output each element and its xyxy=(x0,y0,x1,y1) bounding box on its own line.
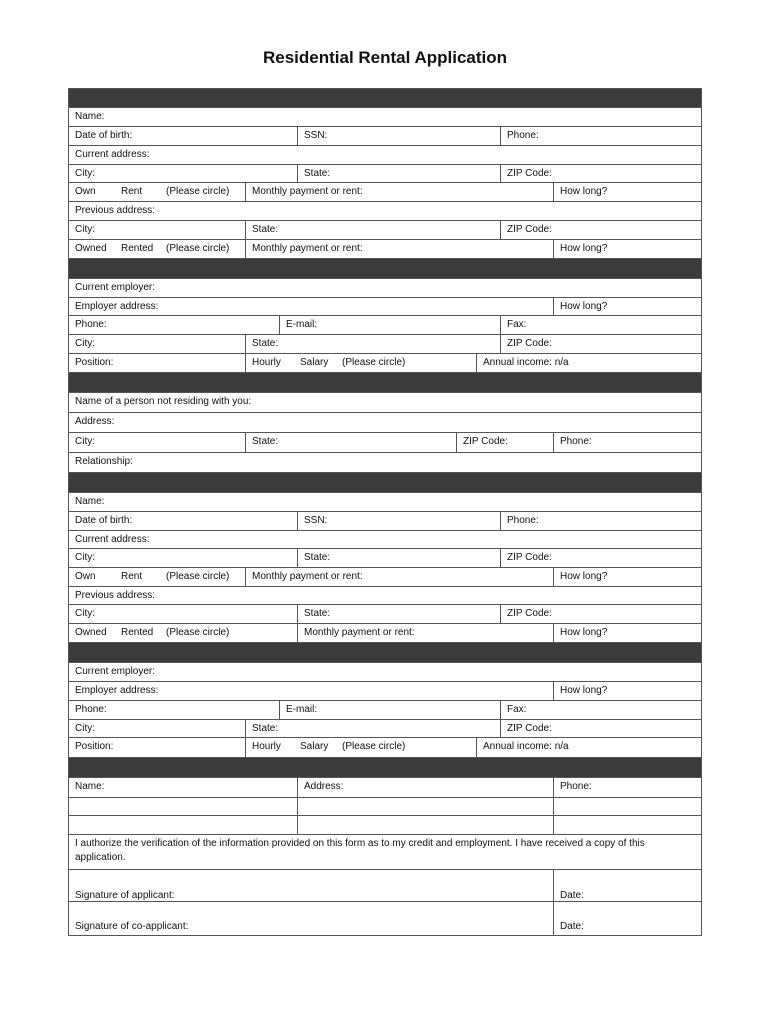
employer-zip-field[interactable]: ZIP Code: xyxy=(500,335,552,353)
co-applicant-own-rent-choice[interactable] xyxy=(69,568,245,586)
please-circle-note: (Please circle) xyxy=(166,627,230,638)
applicant-prev-city-field[interactable]: City: xyxy=(75,224,95,235)
employer-phone-field[interactable]: Phone: xyxy=(75,319,107,330)
current-employer-field[interactable]: Current employer: xyxy=(75,282,156,293)
hourly-option[interactable]: Hourly xyxy=(252,741,281,752)
applicant-prev-zip-field[interactable]: ZIP Code: xyxy=(500,221,552,239)
co-employer-fax-field[interactable]: Fax: xyxy=(500,701,526,719)
contact-relationship-row xyxy=(68,453,702,473)
employer-row xyxy=(68,279,702,298)
co-annual-income-field[interactable]: Annual income: n/a xyxy=(476,738,569,757)
applicant-prev-how-long-field[interactable]: How long? xyxy=(553,240,607,258)
co-applicant-prev-city-field[interactable]: City: xyxy=(75,608,95,619)
section-header-employment xyxy=(68,259,702,279)
applicant-state-field[interactable]: State: xyxy=(297,165,330,182)
applicant-previous-address-row xyxy=(68,202,702,221)
co-applicant-previous-address-row xyxy=(68,587,702,605)
reference-phone-column: Phone: xyxy=(553,778,592,797)
co-applicant-city-row xyxy=(68,549,702,568)
section-header-references xyxy=(68,758,702,778)
signature-co-applicant-date-field[interactable]: Date: xyxy=(553,902,584,935)
signature-co-applicant-row xyxy=(68,902,702,936)
employer-city-field[interactable]: City: xyxy=(75,338,95,349)
hourly-option[interactable]: Hourly xyxy=(252,357,281,368)
please-circle-note: (Please circle) xyxy=(342,357,406,368)
signature-co-applicant-field[interactable]: Signature of co-applicant: xyxy=(75,921,189,932)
reference-address-column: Address: xyxy=(297,778,343,797)
owned-option[interactable]: Owned xyxy=(75,243,107,254)
co-employer-phone-field[interactable]: Phone: xyxy=(75,704,107,715)
applicant-housing-row xyxy=(68,183,702,202)
employer-how-long-field[interactable]: How long? xyxy=(553,298,607,315)
employer-email-field[interactable]: E-mail: xyxy=(279,316,317,334)
applicant-prev-monthly-field[interactable]: Monthly payment or rent: xyxy=(245,240,363,258)
position-row xyxy=(68,354,702,373)
co-applicant-ssn-field[interactable]: SSN: xyxy=(297,512,327,530)
please-circle-note: (Please circle) xyxy=(166,243,230,254)
co-applicant-prev-how-long-field[interactable]: How long? xyxy=(553,624,607,642)
applicant-dob-field[interactable]: Date of birth: xyxy=(75,130,133,141)
section-header-co-employment xyxy=(68,643,702,663)
applicant-city-row xyxy=(68,165,702,183)
rental-application-form xyxy=(68,88,702,936)
co-applicant-zip-field[interactable]: ZIP Code: xyxy=(500,549,552,567)
co-applicant-previous-address-field[interactable]: Previous address: xyxy=(75,590,156,601)
applicant-owned-rented-choice[interactable] xyxy=(69,240,245,258)
contact-city-field[interactable]: City: xyxy=(75,436,95,447)
contact-name-row xyxy=(68,393,702,413)
employer-phone-row xyxy=(68,316,702,335)
applicant-city-field[interactable]: City: xyxy=(75,168,95,179)
applicant-own-rent-choice[interactable] xyxy=(69,183,245,201)
co-employer-row xyxy=(68,663,702,682)
salary-option[interactable]: Salary xyxy=(300,357,329,368)
reference-phone-input[interactable] xyxy=(553,798,703,815)
reference-row xyxy=(68,798,702,816)
co-applicant-state-field[interactable]: State: xyxy=(297,549,330,567)
co-applicant-phone-field[interactable]: Phone: xyxy=(500,512,539,530)
co-applicant-dob-field[interactable]: Date of birth: xyxy=(75,515,133,526)
co-applicant-name-field[interactable]: Name: xyxy=(75,496,105,507)
authorization-row xyxy=(68,835,702,870)
contact-phone-field[interactable]: Phone: xyxy=(553,433,592,452)
co-applicant-prev-housing-row xyxy=(68,624,702,643)
co-applicant-owned-rented-choice[interactable] xyxy=(69,624,245,642)
co-employer-city-field[interactable]: City: xyxy=(75,723,95,734)
contact-zip-field[interactable]: ZIP Code: xyxy=(456,433,508,452)
reference-address-input[interactable] xyxy=(297,816,553,834)
own-option[interactable]: Own xyxy=(75,571,96,582)
contact-relationship-field[interactable]: Relationship: xyxy=(75,456,133,467)
section-header-contact xyxy=(68,373,702,393)
employer-state-field[interactable]: State: xyxy=(245,335,278,353)
contact-name-field[interactable]: Name of a person not residing with you: xyxy=(75,396,252,407)
applicant-prev-city-row xyxy=(68,221,702,240)
applicant-prev-housing-row xyxy=(68,240,702,259)
pay-type-choice[interactable] xyxy=(245,354,476,372)
section-header-applicant xyxy=(68,88,702,108)
co-employer-city-row xyxy=(68,720,702,738)
co-employer-address-field[interactable]: Employer address: xyxy=(75,685,159,696)
co-applicant-name-row xyxy=(68,493,702,512)
co-applicant-dob-row xyxy=(68,512,702,531)
co-current-employer-field[interactable]: Current employer: xyxy=(75,666,156,677)
reference-address-input[interactable] xyxy=(297,798,553,815)
co-employer-address-row xyxy=(68,682,702,701)
co-applicant-monthly-field[interactable]: Monthly payment or rent: xyxy=(245,568,363,586)
rent-option[interactable]: Rent xyxy=(121,571,143,582)
form-title: Residential Rental Application xyxy=(262,48,508,67)
contact-address-row xyxy=(68,413,702,433)
co-applicant-prev-state-field[interactable]: State: xyxy=(297,605,330,623)
co-position-row xyxy=(68,738,702,758)
applicant-current-address-field[interactable]: Current address: xyxy=(75,149,150,160)
co-applicant-prev-monthly-field[interactable]: Monthly payment or rent: xyxy=(297,624,415,642)
co-applicant-current-address-row xyxy=(68,531,702,549)
contact-city-row xyxy=(68,433,702,453)
applicant-how-long-field[interactable]: How long? xyxy=(553,183,607,201)
co-applicant-city-field[interactable]: City: xyxy=(75,552,95,563)
applicant-ssn-field[interactable]: SSN: xyxy=(297,127,327,145)
own-option[interactable]: Own xyxy=(75,186,96,197)
salary-option[interactable]: Salary xyxy=(300,741,329,752)
reference-phone-input[interactable] xyxy=(553,816,703,834)
applicant-zip-field[interactable]: ZIP Code: xyxy=(500,165,552,182)
co-applicant-prev-city-row xyxy=(68,605,702,624)
contact-state-field[interactable]: State: xyxy=(245,433,278,452)
co-employer-phone-row xyxy=(68,701,702,720)
co-employer-email-field[interactable]: E-mail: xyxy=(279,701,317,719)
reference-name-column: Name: xyxy=(75,781,105,792)
co-applicant-current-address-field[interactable]: Current address: xyxy=(75,534,150,545)
signature-applicant-date-field[interactable]: Date: xyxy=(553,870,584,901)
applicant-name-row[interactable] xyxy=(68,108,702,127)
section-header-co-applicant xyxy=(68,473,702,493)
applicant-previous-address-field[interactable]: Previous address: xyxy=(75,205,156,216)
authorization-statement: I authorize the verification of the information provided on this form as to my credit and employment. I have received a copy of this application. xyxy=(75,838,645,863)
owned-option[interactable]: Owned xyxy=(75,627,107,638)
employer-address-field[interactable]: Employer address: xyxy=(75,301,159,312)
co-position-field[interactable]: Position: xyxy=(75,741,114,752)
references-header-row xyxy=(68,778,702,798)
applicant-dob-row xyxy=(68,127,702,146)
applicant-name-label: Name: xyxy=(75,111,105,122)
contact-address-field[interactable]: Address: xyxy=(75,416,115,427)
reference-row xyxy=(68,816,702,835)
signature-applicant-field[interactable]: Signature of applicant: xyxy=(75,890,175,901)
co-pay-type-choice[interactable] xyxy=(245,738,476,757)
rented-option[interactable]: Rented xyxy=(121,243,154,254)
applicant-current-address-row xyxy=(68,146,702,165)
co-employer-how-long-field[interactable]: How long? xyxy=(553,682,607,700)
applicant-prev-state-field[interactable]: State: xyxy=(245,221,278,239)
please-circle-note: (Please circle) xyxy=(166,571,230,582)
co-applicant-prev-zip-field[interactable]: ZIP Code: xyxy=(500,605,552,623)
co-employer-zip-field[interactable]: ZIP Code: xyxy=(500,720,552,737)
please-circle-note: (Please circle) xyxy=(166,186,230,197)
applicant-phone-field[interactable]: Phone: xyxy=(500,127,539,145)
employer-address-row xyxy=(68,298,702,316)
employer-fax-field[interactable]: Fax: xyxy=(500,316,526,334)
co-applicant-how-long-field[interactable]: How long? xyxy=(553,568,607,586)
rented-option[interactable]: Rented xyxy=(121,627,154,638)
reference-name-input[interactable] xyxy=(69,816,296,834)
signature-applicant-row xyxy=(68,870,702,902)
please-circle-note: (Please circle) xyxy=(342,741,406,752)
applicant-monthly-field[interactable]: Monthly payment or rent: xyxy=(245,183,363,201)
co-employer-state-field[interactable]: State: xyxy=(245,720,278,737)
position-field[interactable]: Position: xyxy=(75,357,114,368)
reference-name-input[interactable] xyxy=(69,798,296,815)
employer-city-row xyxy=(68,335,702,354)
annual-income-field[interactable]: Annual income: n/a xyxy=(476,354,569,372)
rent-option[interactable]: Rent xyxy=(121,186,143,197)
co-applicant-housing-row xyxy=(68,568,702,587)
